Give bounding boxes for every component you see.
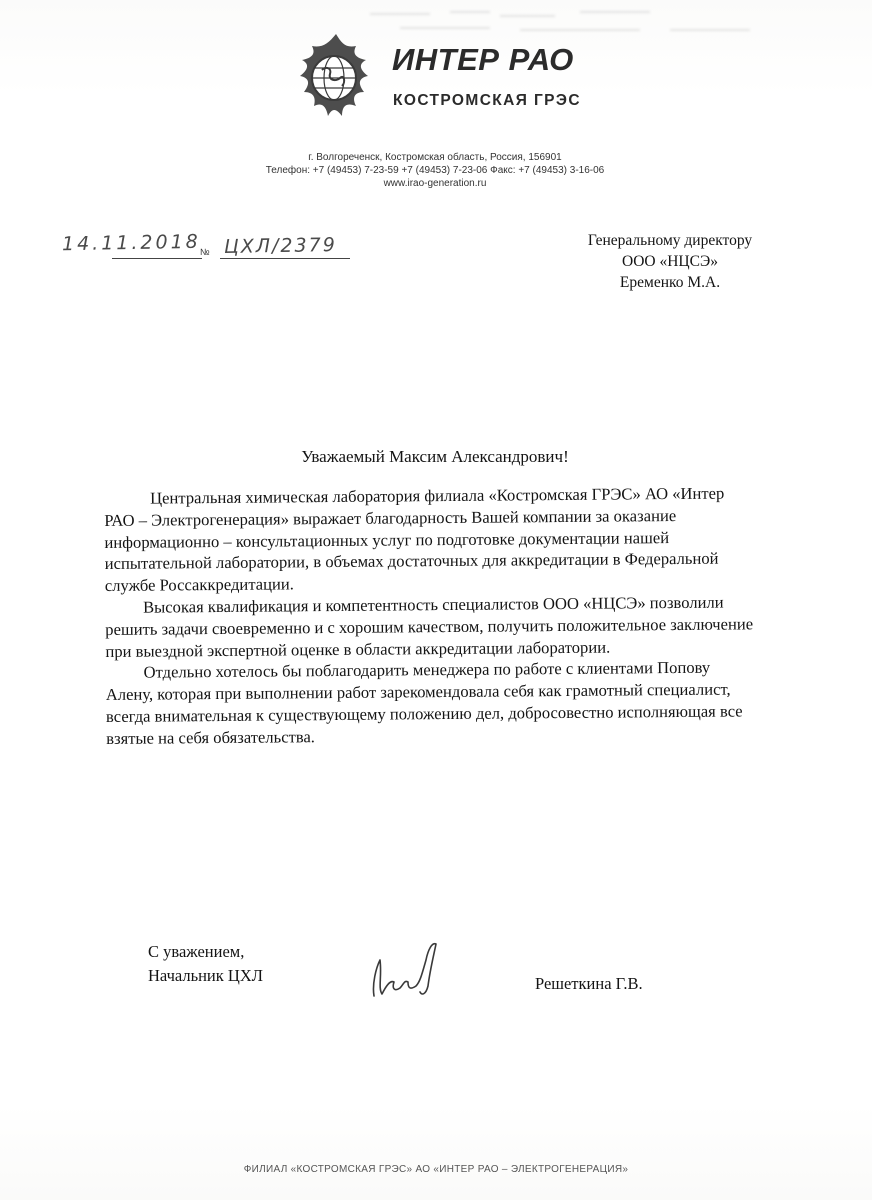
letter-body	[104, 482, 758, 749]
number-label: №	[200, 247, 210, 257]
date-underline	[112, 258, 202, 259]
addressee-block	[560, 230, 780, 293]
closing-block	[148, 940, 263, 988]
signer-name: Решеткина Г.В.	[535, 974, 643, 993]
addressee-position: Генеральному директору	[587, 232, 753, 249]
inter-rao-sun-globe-icon	[286, 30, 386, 130]
letterhead-phones: Телефон: +7 (49453) 7-23-59 +7 (49453) 7-23-06 Факс: +7 (49453) 3-16-06	[265, 165, 605, 176]
paragraph-1: Центральная химическая лаборатория филиала «Костромская ГРЭС» АО «Интер РАО – Электрогенерация» выражает благодарность Вашей компании за оказание информационно – консультационных услуг по подготовке документации нашей испытательной лаборатории, в объемах достаточных для аккредитации в Федеральной службе Россаккредитации.	[104, 483, 725, 596]
letterhead-website: www.irao-generation.ru	[383, 178, 487, 189]
brand-subtitle: КОСТРОМСКАЯ ГРЭС	[393, 92, 581, 109]
footer-organization: ФИЛИАЛ «КОСТРОМСКАЯ ГРЭС» АО «ИНТЕР РАО – ЭЛЕКТРОГЕНЕРАЦИЯ»	[243, 1164, 629, 1175]
paragraph-2: Высокая квалификация и компетентность специалистов ООО «НЦСЭ» позволили решить задачи своевременно и с хорошим качеством, получить положительное заключение при выездной экспертной оценке в области аккредитации лаборатории.	[105, 592, 754, 661]
addressee-name: Еременко М.А.	[619, 274, 721, 291]
closing-position: Начальник ЦХЛ	[148, 966, 263, 985]
closing-regards: С уважением,	[148, 942, 245, 961]
registration-block	[60, 232, 380, 264]
registration-date: 14.11.2018	[61, 230, 201, 256]
handwritten-signature	[360, 930, 450, 1010]
paragraph-3: Отдельно хотелось бы поблагодарить менеджера по работе с клиентами Попову Алену, которая при выполнении работ зарекомендовала себя как грамотный специалист, всегда внимательная к существующему положению дел, добросовестно исполняющая все взятые на себя обязательства.	[105, 658, 743, 748]
registration-number: ЦХЛ/2379	[223, 234, 337, 258]
addressee-company: ООО «НЦСЭ»	[622, 253, 718, 270]
brand-name: ИНТЕР РАО	[392, 42, 574, 77]
number-underline	[220, 258, 350, 259]
salutation: Уважаемый Максим Александрович!	[301, 447, 569, 466]
letterhead-address: г. Волгореченск, Костромская область, Россия, 156901	[308, 152, 562, 163]
